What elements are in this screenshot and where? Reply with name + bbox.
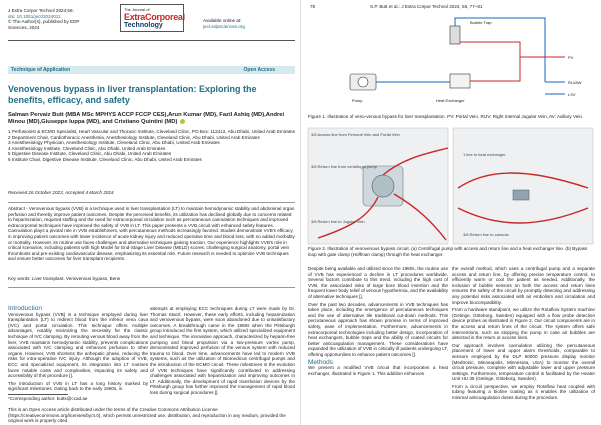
heat-exchanger-shape — [450, 74, 470, 88]
body-column-4 — [452, 266, 595, 423]
license-text: This is an Open Access article distributed under the terms of the Creative Commons Attribution License (https://creativecommons.org/licenses/by/4.0), which permits unrestricted use, distribution, and reproduction in any medium, provided the original work is properly cited. — [8, 407, 286, 424]
rlvaw-label: RLVAW — [568, 80, 582, 85]
page-number: 78 — [310, 4, 316, 9]
pv-label: PV — [568, 55, 574, 60]
online-availability — [203, 18, 298, 29]
page-left — [0, 0, 300, 425]
paragraph: Over the past two decades, advancements in VVB techniques has taken place, including the emergence of percutaneous techniques and the use of alternative tile traditional cut-down methods. This percutaneous approach has shown promise in terms of improved safety, ease of implementation. Furthermore, advancements in extracorporeal technologies including better design, incorporation of heat exchangers, bubble traps and the ability of coated circuits for better anticoagulation management. These considerations have expanded the utilization of VVB in critically ill patients undergoing LT, offering opportunities to enhance patient outcomes []. — [308, 301, 448, 357]
affiliation-item: 5 Digestive Disease Institute, Cleveland Clinic, Abu Dhabi, United Arab Emirates — [8, 151, 172, 157]
body-column-1 — [8, 305, 148, 392]
keywords: Key words: Liver transplant, Venovenous bypass, Bene — [8, 276, 121, 281]
bubble-trap-label: Bubble Trap — [470, 20, 492, 25]
figure-2-photo — [308, 128, 593, 244]
introduction-heading: Introduction — [8, 305, 42, 312]
figure-2-caption: Figure 2. Illustration of venovenous bypass circuit. (a) Centrifugal pump with access and return line and a heat exchanger line. (b) Bypass loop with gate clamp (Hoffman clamp) through the heat exchanger. — [308, 246, 588, 257]
journal-logo — [120, 4, 184, 32]
copyright-line: © The Author(s), published by EDP Sciences, 2024 — [8, 19, 80, 30]
affiliation-item: 4 Anesthesiology Institute, Cleveland Clinic, Abu Dhabi, United Arab Emirates — [8, 145, 166, 151]
pump-head-shape — [358, 77, 368, 87]
paragraph: the overall method, which uses a centrifugal pump and a separate access and return line, by offering precise temperature control, to efficiently warm or cool the patient as needed. Additionally, the inclusion of bubble sensors on both the access and return lines ensures the safety of the circuit by promptly detecting and addressing any potential risks associated with air embolism and circulation and improve biocompatibility. — [452, 266, 595, 305]
citation-line: J Extra Corpor Technol 2024;56: — [8, 8, 74, 13]
fig2-label: 3/8 Return line to cannula — [463, 232, 509, 237]
journal-website-link[interactable]: ject.edpsciences.org — [203, 23, 245, 29]
header-rule — [8, 40, 295, 41]
category-bar — [8, 66, 295, 74]
corresponding-author: *Corresponding author: butts@ccad.ae — [8, 396, 88, 401]
body-column-3 — [308, 266, 448, 423]
affiliation-item: 1 Perfusionist & ECMO Specialist, Heart Vascular and Thoracic Institute, Cleveland Clinic, PO Box: 112412, Abu Dhabi, United Arab Emirates — [8, 129, 295, 134]
pump-label: Pump — [352, 98, 363, 103]
affiliation-item: 6 Institute Chair, Digestive Disease Institute, Cleveland Clinic, Abu Dhabi, United Arab Emirates — [8, 156, 202, 162]
abstract-text: Abstract - Venovenous bypass (VVB) is a technique used in liver transplantation (LT) to maintain hemodynamic stability and abdominal organ perfusion and thereby improve patient outcomes. Despite the perceived benefits, its utilization has declined globally due to concerns related to heparinization, required staffing and the need for extracorporeal circulation such as percutaneous cannulation techniques and improved extracorporeal techniques have improved the safety of VVB in LT. This paper presents a VVB circuit with enhanced safety features. Cannulation plays a pivotal role in VVB establishment, with percutaneous methods increasingly favored. Studies demonstrate VVB's efficacy in improving patient outcomes with lower incidence of acute kidney injury and reduced operative time and blood loss, with no added morbidity or mortality. However, its routine use faces challenges and alternative techniques gaining traction. Our experience highlights VVB's role in critical scenarios, including patients with high Model for End-Stage Liver Disease (MELD) scores, challenging surgical anatomy, portal vein thrombosis and pre-existing cardiovascular disease, emphasizing its essential role. Future research is needed to optimize VVB techniques and ensure better outcomes for liver transplant recipients. — [8, 206, 295, 262]
online-label: Available online at: — [203, 18, 242, 23]
footnote-rule — [8, 394, 68, 395]
paragraph: Despite being available and utilized since the 1980s, the routine use of VVB has experienced a decline in LT procedures worldwide. Several factors contribute to this trend, including the high cost of VVB, the associated risks of large bore blood insertion and the frequent lower body relief of venous hypothermia, and the availability of alternative techniques []. — [308, 266, 448, 299]
fig2-label: 3/8 Return line to Jugular Vein — [311, 219, 365, 224]
article-category: Technique of Application — [11, 67, 71, 73]
paragraph: From a hardware standpoint, we utilize the Rotaflow System machine (Getinge, Göteborg, Sweden) equipped with a flow probe detection device probes as illustrated in Figure 2. Our circuit components are in the access and return lines of the circuit. The system offers safe interventions, such as stopping the pump in case air bubbles are detected in the return or access lines. — [452, 307, 595, 341]
fig2-label: 3/8 Access line from Femoral Vein and Portal Vein — [311, 132, 400, 137]
doi-link[interactable]: doi: 10.1051/ject/2024011 — [8, 13, 61, 19]
photo-panel-b — [453, 128, 593, 244]
affiliations — [8, 129, 295, 163]
affiliation-item: 3 Anesthesiology Physician, Anesthesiology Institute, Cleveland Clinic, Abu Dhabi, United Arab Emirates — [8, 140, 220, 146]
fig2-label: 1 line to heat exchanger — [463, 152, 506, 157]
paragraph: Venovenous bypass (VVB) is a technique employed during liver transplantation (LT) to redirect blood from the inferior vena cava (IVC) and portal circulation. This technique offers multiple advantages, notably minimizing the necessity for the classic technique of IVC clamping. By rerouting venous blood away from the liver, VVB maintains hemodynamic stability, prevents complications associated with IVC clamping and enhances perfusion to other organs. However, VVB shortens the anhepatic phase, reducing the risks for intra-operative IVC injury. Although the adoption of VVB, ECC and specialized equipment, its integration into LT routines faces notable costs and complexities, impacting its safety and accessibility of this procedure []. — [8, 311, 148, 379]
heat-exchanger-label: Heat Exchanger — [436, 98, 465, 103]
authors-text: Salman Pervaiz Butt (MBA MSc MPHYS ACCP FCCP CES),Arun Kumar (MD), Fazil Ashiq (MD),Andrei Minou (MD),Giuseppe Iuppa (MD), and Cristiano Quintini (MD) — [8, 112, 285, 126]
logo-text-technology: Technology — [124, 22, 163, 29]
paragraph: The introduction of VVB in LT has a long history marked by significant milestones. Dating back to the early 1960s, in — [8, 380, 148, 392]
lsv-label: LSV — [568, 92, 576, 97]
received-dates: Received 26 October 2023, Accepted 4 March 2024 — [8, 190, 114, 195]
logo-text-the: The Journal of — [124, 7, 150, 12]
running-header: S.P. Butt et al.: J Extra Corpor Technol 2024, 56, 77–81 — [370, 4, 483, 9]
paragraph: Our approach involves cannulation utilizing the percutaneous placement of lower and upper alarm thresholds, comparable to sensors employed by the DLP 60000 pressure display monitor (Medtronic, Minneapolis, Minnesota, USA) to monitor the overall circuit pressure, complete with adjustable lower and upper pressure settings. Furthermore, temperature control is facilitated by the Heater Unit HU 35 (Getinge, Göteborg, Sweden). — [452, 342, 595, 382]
methods-heading: Methods — [308, 358, 333, 366]
gate-clamp-shape — [513, 190, 529, 200]
citation-block — [8, 8, 98, 30]
fig2-label: 3/8 Return line from centrifugal pump — [311, 164, 377, 169]
affiliation-item: 2 Department Chair, Cardiothoracic Anesthesia, Anesthesiology Institute, Cleveland Clinic, Abu Dhabi, United Arab Emirates — [8, 134, 260, 140]
author-list — [8, 112, 295, 126]
pump-head-shape — [372, 175, 394, 197]
paragraph: From a circuit perspective, we employ Rotaflow heat coupled with tubing featuring a bioline coating as it enables the utilization of minimal anticoagulation doses during the procedure. — [452, 383, 595, 401]
paragraph: attempts at employing ECC techniques during LT were made by Dr. Thomas Starzl. However, these early efforts, including heparinization and venovenous bypass, were soon abandoned due to unsatisfactory outcomes. A breakthrough came in the 1980s when the Pittsburgh group introduced the first system, which utilized specialized equipment and technique. The innovative approach, characterized by heparin-free pumping and blood propulsion via a low-pressure vortex pump, demonstrated improved perfusion of the venous system with reduced trauma to blood. Over time, advancements have led to modern VVB systems, such as the utilization of Biomedicus centrifugal pumps and the introduction of the ECMO circuit. These milestones in the evolution of VVB techniques have significantly contributed to addressing challenges associated with heparinization and improving outcomes in LT. Additionally, the development of rapid transfusion devices by the Pittsburgh group has further improved the management of rapid blood loss during surgical procedures []. — [150, 306, 295, 395]
open-access-badge: Open Access — [243, 67, 275, 73]
orcid-icon[interactable] — [180, 119, 185, 124]
figure-1-caption: Figure 1. Illustration of veno-venous bypass for liver transplantation. PV: Portal Vein, RIJV: Right Internal Jugular Vein, AV: Axillary Vein. — [308, 114, 584, 119]
article-title: Venovenous bypass in liver transplantation: Exploring the benefits, efficacy, and safety — [8, 84, 257, 105]
logo-text-extracorporeal: ExtraCorporeal — [124, 12, 185, 22]
figure-1-diagram — [320, 12, 592, 112]
abstract-bottom-rule — [8, 287, 295, 288]
abstract-top-rule — [8, 202, 295, 203]
bubble-trap-shape — [450, 26, 460, 44]
paragraph: We present a modified VVB circuit that incorporates a heat exchanger, illustrated in Figure 1. This addition enhances — [308, 365, 448, 376]
tubing-line — [455, 18, 545, 82]
body-column-2 — [150, 306, 295, 395]
